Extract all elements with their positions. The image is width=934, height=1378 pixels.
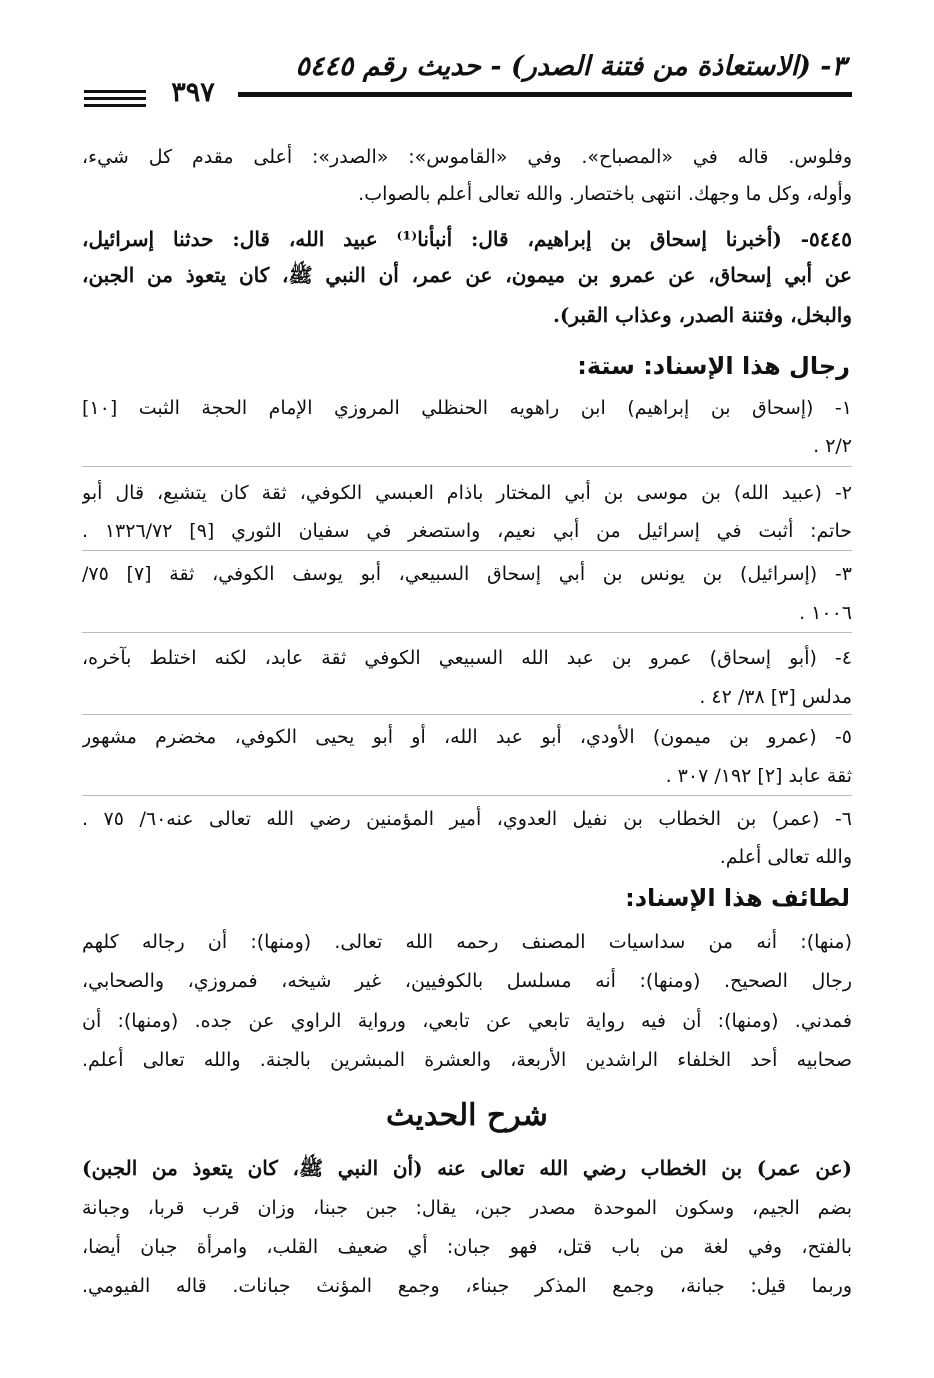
page-number-rule (84, 90, 146, 93)
page-number-rule (84, 97, 146, 100)
entry-separator (82, 714, 852, 715)
explanation-line: (عن عمر) بن الخطاب رضي الله تعالى عنه (أن النبي ﷺ، كان يتعوذ من الجبن) (82, 1156, 852, 1180)
hadith-text-line: عن أبي إسحاق، عن عمرو بن ميمون، عن عمر، أن النبي ﷺ، كان يتعوذ من الجبن، (82, 263, 852, 287)
hadith-text-line: ٥٤٤٥- (أخبرنا إسحاق بن إبراهيم، قال: أنبأنا⁽¹⁾ عبيد الله، قال: حدثنا إسرائيل، (82, 227, 852, 251)
section-heading-subtleties: لطائف هذا الإسناد: (625, 884, 850, 912)
body-line: وأوله، وكل ما وجهك. انتهى باختصار. والله تعالى أعلم بالصواب. (358, 183, 852, 205)
explanation-line: وربما قيل: جبانة، وجمع المذكر جبناء، وجمع المؤنث جبانات. قاله الفيومي. (82, 1275, 852, 1297)
header-rule (238, 92, 852, 97)
explanation-line: بالفتح، وفي لغة من باب قتل، فهو جبان: أي ضعيف القلب، وامرأة جبان أيضا، (82, 1236, 852, 1258)
narrator-entry-line: مدلس [٣] ٣٨/ ٤٢ . (699, 686, 852, 708)
body-line: وفلوس. قاله في «المصباح». وفي «القاموس»: «الصدر»: أعلى مقدم كل شيء، (82, 146, 852, 168)
narrator-entry-line: ٥- (عمرو بن ميمون) الأودي، أبو عبد الله، أو أبو يحيى الكوفي، مخضرم مشهور (82, 726, 852, 748)
narrator-entry-line: ٢/٢ . (813, 435, 852, 457)
entry-separator (82, 550, 852, 551)
narrator-entry-line: ٦- (عمر) بن الخطاب بن نفيل العدوي، أمير المؤمنين رضي الله تعالى عنه٦٠/ ٧٥ . (82, 808, 852, 830)
body-line: صحابيه أحد الخلفاء الراشدين الأربعة، والعشرة المبشرين بالجنة. والله تعالى أعلم. (82, 1049, 852, 1071)
body-line: فمدني. (ومنها): أن فيه رواية تابعي عن تابعي، ورواية الراوي عن جده. (ومنها): أن (82, 1010, 852, 1032)
narrator-entry-line: والله تعالى أعلم. (719, 846, 852, 868)
hadith-text-line: والبخل، وفتنة الصدر، وعذاب القبر). (552, 303, 852, 327)
narrator-entry-line: ١٠٠٦ . (799, 602, 852, 624)
page-number-rule (84, 104, 146, 107)
body-line: رجال الصحيح. (ومنها): أنه مسلسل بالكوفيين، غير شيخه، فمروزي، والصحابي، (82, 970, 852, 992)
entry-separator (82, 466, 852, 467)
narrator-entry-line: حاتم: أثبت في إسرائيل من أبي نعيم، واستصغر في سفيان الثوري [٩] ١٣٢٦/٧٢ . (82, 520, 852, 542)
running-header-title: ٣- (الاستعاذة من فتنة الصدر) - حديث رقم ٥٤٤٥ (295, 51, 846, 82)
entry-separator (82, 632, 852, 633)
section-heading-explanation: شرح الحديث (386, 1098, 548, 1133)
body-line: (منها): أنه من سداسيات المصنف رحمه الله تعالى. (ومنها): أن رجاله كلهم (82, 931, 852, 953)
narrator-entry-line: ٢- (عبيد الله) بن موسى بن أبي المختار باذام العبسي الكوفي، ثقة كان يتشيع، قال أبو (82, 482, 852, 504)
section-heading-narrators: رجال هذا الإسناد: ستة: (577, 352, 850, 380)
narrator-entry-line: ٤- (أبو إسحاق) عمرو بن عبد الله السبيعي الكوفي ثقة عابد، لكنه اختلط بآخره، (82, 647, 852, 669)
explanation-line: بضم الجيم، وسكون الموحدة مصدر جبن، يقال: جبن جبنا، وزان قرب قربا، وجبانة (82, 1197, 852, 1219)
page-number: ٣٩٧ (171, 77, 215, 108)
narrator-entry-line: ٣- (إسرائيل) بن يونس بن أبي إسحاق السبيعي، أبو يوسف الكوفي، ثقة [٧] ٧٥/ (82, 563, 852, 585)
narrator-entry-line: ثقة عابد [٢] ١٩٢/ ٣٠٧ . (665, 765, 852, 787)
narrator-entry-line: ١- (إسحاق بن إبراهيم) ابن راهويه الحنظلي المروزي الإمام الحجة الثبت [١٠] (82, 397, 852, 419)
entry-separator (82, 795, 852, 796)
